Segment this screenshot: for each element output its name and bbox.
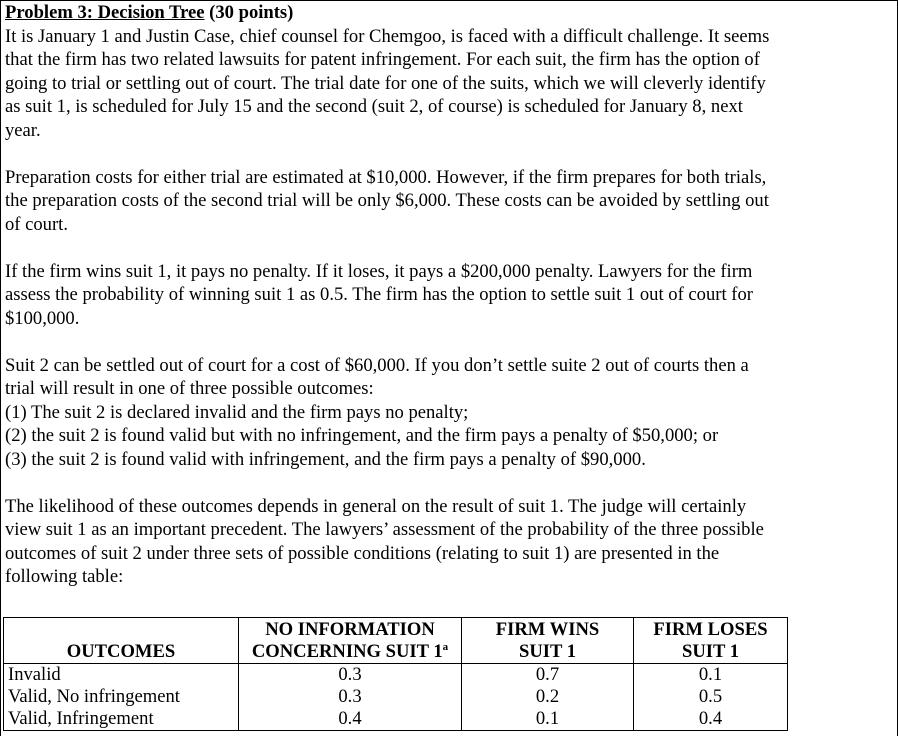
- table-row: [4, 686, 788, 708]
- header-lose-line2: SUIT 1: [681, 641, 740, 662]
- text-line: view suit 1 as an important precedent. The lawyers’ assessment of the probability of the three possible: [5, 519, 764, 540]
- text-line: trial will result in one of three possible outcomes:: [5, 378, 374, 399]
- text-line: (3) the suit 2 is found valid with infringement, and the firm pays a penalty of $90,000.: [5, 448, 646, 470]
- table-row: [4, 664, 788, 687]
- no-info-probability-cell: 0.3: [239, 664, 462, 687]
- text-line: as suit 1, is scheduled for July 15 and the second (suit 2, of course) is scheduled for January 8, next: [5, 96, 743, 117]
- lose-probability-cell: 0.5: [634, 686, 788, 708]
- text-line: (1) The suit 2 is declared invalid and the firm pays no penalty;: [5, 401, 469, 423]
- text-line: It is January 1 and Justin Case, chief counsel for Chemgoo, is faced with a difficult challenge. It seems: [5, 25, 770, 47]
- win-probability-cell: 0.1: [462, 708, 634, 731]
- problem-title: [5, 1, 885, 25]
- paragraph-preparation-costs: [5, 166, 885, 237]
- text-line: outcomes of suit 2 under three sets of possible conditions (relating to suit 1) are presented in the: [5, 542, 720, 564]
- text-line: Preparation costs for either trial are estimated at $10,000. However, if the firm prepares for both trials,: [5, 166, 767, 188]
- outcome-cell: Valid, No infringement: [4, 686, 239, 708]
- text-line: following table:: [5, 566, 124, 587]
- header-no-information: [239, 618, 462, 664]
- no-info-probability-cell: 0.3: [239, 686, 462, 708]
- text-line: going to trial or settling out of court. The trial date for one of the suits, which we will cleverly identify: [5, 72, 766, 94]
- title-points: (30 points): [204, 2, 294, 23]
- table-header-row: [4, 618, 788, 664]
- table-row: [4, 708, 788, 731]
- header-no-info-line2: CONCERNING SUIT 1: [251, 641, 443, 662]
- footnote-marker: a: [442, 640, 449, 653]
- outcome-cell: Valid, Infringement: [4, 708, 239, 731]
- outcome-cell: Invalid: [4, 664, 239, 687]
- lose-probability-cell: 0.4: [634, 708, 788, 731]
- header-outcomes-label: OUTCOMES: [66, 641, 176, 662]
- win-probability-cell: 0.7: [462, 664, 634, 687]
- text-line: that the firm has two related lawsuits for patent infringement. For each suit, the firm has the option of: [5, 49, 760, 70]
- probability-table: [3, 617, 788, 731]
- text-line: Suit 2 can be settled out of court for a cost of $60,000. If you don’t settle suite 2 out of courts then a: [5, 354, 749, 376]
- text-line: (2) the suit 2 is found valid but with no infringement, and the firm pays a penalty of $50,000; or: [5, 425, 719, 446]
- paragraph-likelihood: [5, 495, 885, 589]
- text-line: the preparation costs of the second trial will be only $6,000. These costs can be avoided by settling out: [5, 190, 769, 211]
- problem-text: [5, 1, 885, 612]
- text-line: year.: [5, 119, 41, 141]
- win-probability-cell: 0.2: [462, 686, 634, 708]
- header-lose-line1: FIRM LOSES: [653, 619, 768, 640]
- header-firm-wins: [462, 618, 634, 664]
- lose-probability-cell: 0.1: [634, 664, 788, 687]
- header-outcomes: [4, 618, 239, 664]
- no-info-probability-cell: 0.4: [239, 708, 462, 731]
- paragraph-suit-2: [5, 354, 885, 472]
- paragraph-intro: [5, 25, 885, 143]
- header-win-line2: SUIT 1: [518, 641, 577, 662]
- header-no-info-line1: NO INFORMATION: [265, 619, 435, 640]
- text-line: The likelihood of these outcomes depends in general on the result of suit 1. The judge will certainly: [5, 495, 747, 517]
- header-win-line1: FIRM WINS: [495, 619, 600, 640]
- header-firm-loses: [634, 618, 788, 664]
- text-line: $100,000.: [5, 307, 80, 329]
- paragraph-suit-1: [5, 260, 885, 331]
- text-line: assess the probability of winning suit 1 as 0.5. The firm has the option to settle suit 1 out of court for: [5, 284, 753, 305]
- text-line: of court.: [5, 213, 68, 235]
- text-line: If the firm wins suit 1, it pays no penalty. If it loses, it pays a $200,000 penalty. Lawyers for the firm: [5, 260, 753, 282]
- title-underlined: Problem 3: Decision Tree: [5, 2, 205, 23]
